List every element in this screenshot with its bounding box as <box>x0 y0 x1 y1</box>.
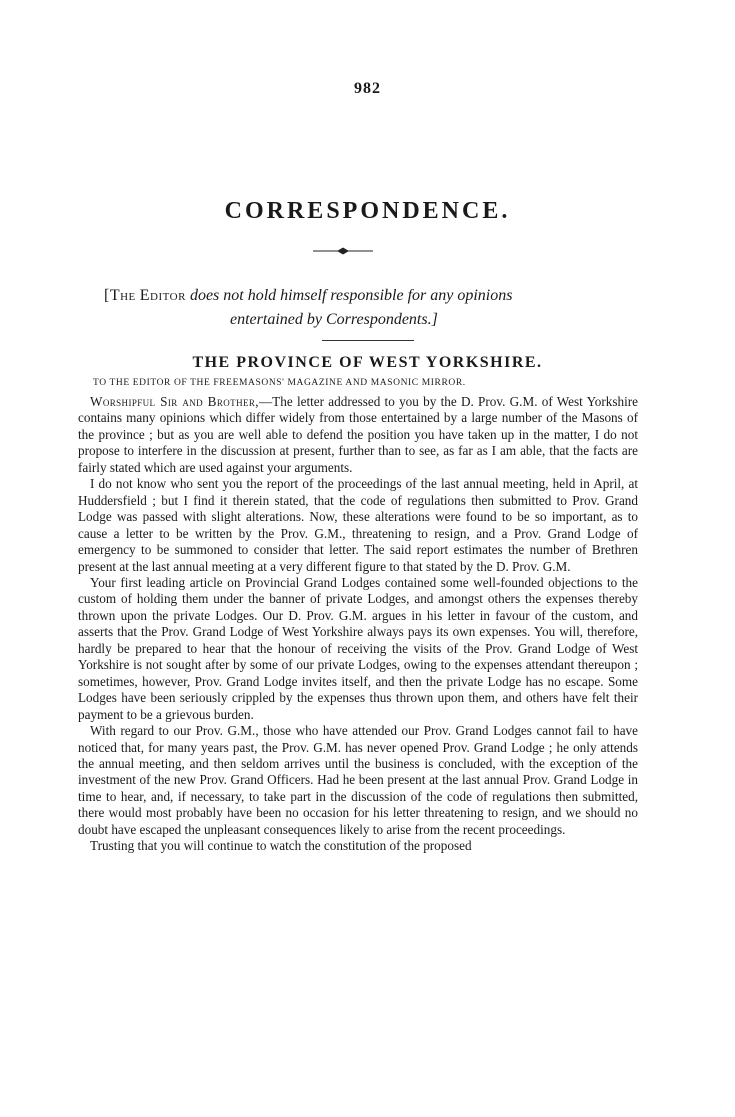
article-body <box>78 394 638 855</box>
article-address: TO THE EDITOR OF THE FREEMASONS' MAGAZINE AND MASONIC MIRROR. <box>93 378 466 388</box>
paragraph: Your first leading article on Provincial Grand Lodges contained some well-founded objections to the custom of holding them under the banner of private Lodges, and amongst others the expenses thereby thrown upon the private Lodges. Our D. Prov. G.M. argues in his letter in favour of the custom, and asserts that the Prov. Grand Lodge of West Yorkshire always pays its own expenses. You will, therefore, hardly be prepared to hear that the honour of receiving the visits of the Prov. Grand Lodge of West Yorkshire is not sought after by some of our private Lodges, owing to the expenses attendant thereupon ; sometimes, however, Prov. Grand Lodge invites itself, and then the private Lodge has no escape. Some Lodges have been seriously crippled by the expenses thus thrown upon them, and others have felt their payment to be a grievous burden. <box>78 574 638 722</box>
section-title: CORRESPONDENCE. <box>224 198 511 224</box>
notice-the: The <box>109 287 136 304</box>
article-title: THE PROVINCE OF WEST YORKSHIRE. <box>192 354 543 371</box>
paragraph: I do not know who sent you the report of the proceedings of the last annual meeting, held in April, at Huddersfield ; but I find it therein stated, that the code of regulations then submitted to Prov. Grand Lodge was passed with slight alterations. Now, these alterations were found to be so important, as to cause a letter to be written by the Prov. G.M., threatening to resign, and a Prov. Grand Lodge of emergency to be summoned to consider that letter. The said report estimates the number of Brethren present at the last annual meeting at a very different figure to that stated by the D. Prov. G.M. <box>78 476 638 574</box>
salutation: Worshipful Sir and Brother, <box>90 394 259 409</box>
paragraph: With regard to our Prov. G.M., those who have attended our Prov. Grand Lodges cannot fail to have noticed that, for many years past, the Prov. G.M. has never opened Prov. Grand Lodge ; he only attends the annual meeting, and then seldom arrives until the business is concluded, with the exception of the investment of the new Prov. Grand Officers. Had he been present at the last annual Prov. Grand Lodge in time to hear, and, if necessary, to take part in the discussion of the code of regulations then submitted, there would most probably have been no occasion for his letter threatening to resign, and we should no doubt have escaped the unpleasant consequences likely to arise from the recent proceedings. <box>78 723 638 837</box>
notice-editor: Editor <box>139 287 186 304</box>
editor-notice <box>104 284 634 332</box>
paragraph: Trusting that you will continue to watch the constitution of the proposed <box>90 838 472 854</box>
page-number: 982 <box>354 80 381 97</box>
notice-bracket: [ <box>104 287 110 304</box>
ornament-divider <box>313 246 373 256</box>
paragraph-text: —The letter addressed to you by the D. Prov. G.M. of West Yorkshire contains many opinions which differ widely from those entertained by a large number of the Masons of the province ; but as you are well able to defend the position you have taken up in the matter, I do not propose to interfere in the discussion at present, further than to see, as far as I am able, that the facts are fairly stated which are used against your arguments. <box>78 394 639 475</box>
notice-text-b: entertained by Correspondents.] <box>230 311 438 328</box>
separator-rule <box>322 340 414 341</box>
paragraph <box>78 394 638 476</box>
notice-text-a: does not hold himself responsible for any opinions <box>185 287 513 304</box>
